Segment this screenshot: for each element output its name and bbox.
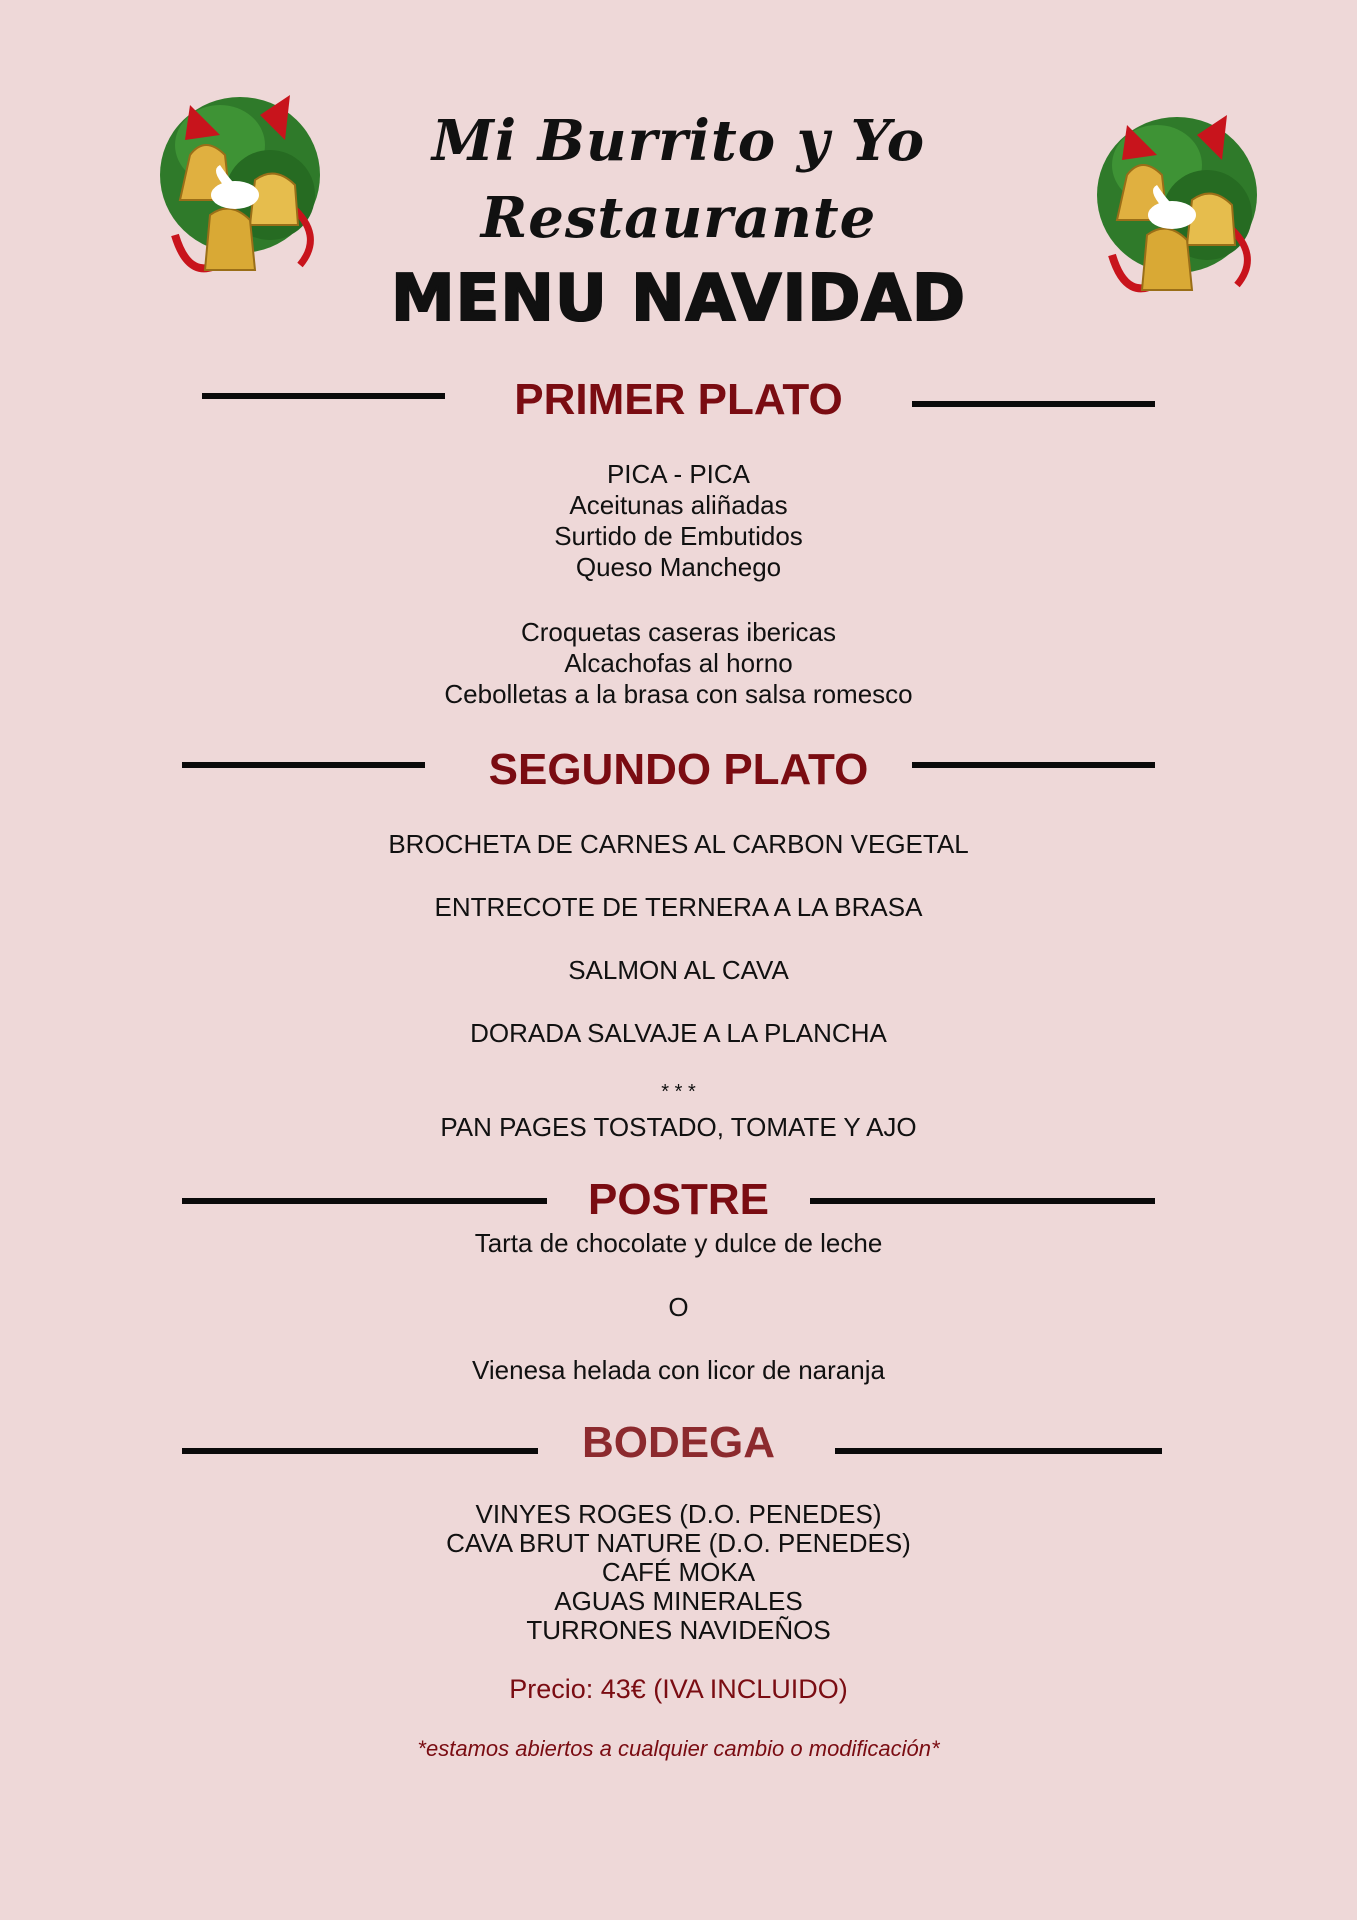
menu-item: Surtido de Embutidos [554,521,803,551]
menu-title: MENU NAVIDAD [390,262,967,336]
section-title-segundo: SEGUNDO PLATO [488,745,869,794]
primer-group-1 [0,459,1357,583]
menu-item: Aceitunas aliñadas [569,490,788,520]
menu-item-or: O [668,1292,689,1322]
restaurant-subtitle: Restaurante [480,185,877,251]
menu-item: PICA - PICA [606,459,751,489]
menu-item: CAVA BRUT NATURE (D.O. PENEDES) [446,1528,911,1558]
menu-item: Croquetas caseras ibericas [520,617,837,647]
separator: * * * [661,1081,696,1103]
menu-item: AGUAS MINERALES [554,1586,803,1616]
menu-item: TURRONES NAVIDEÑOS [526,1615,831,1645]
menu-item: PAN PAGES TOSTADO, TOMATE Y AJO [440,1112,917,1142]
price: Precio: 43€ (IVA INCLUIDO) [509,1674,848,1704]
restaurant-name: Mi Burrito y Yo [431,108,926,174]
footer-note: *estamos abiertos a cualquier cambio o modificación* [417,1736,940,1761]
primer-group-2 [0,617,1357,710]
menu-item: VINYES ROGES (D.O. PENEDES) [475,1499,882,1529]
menu-item: Cebolletas a la brasa con salsa romesco [444,679,913,709]
menu-item: Vienesa helada con licor de naranja [472,1355,885,1385]
section-title-postre: POSTRE [588,1175,769,1224]
menu-item: Tarta de chocolate y dulce de leche [474,1228,883,1258]
menu-item: CAFÉ MOKA [601,1557,756,1587]
menu-item: BROCHETA DE CARNES AL CARBON VEGETAL [388,829,969,859]
bodega-list [0,1500,1357,1645]
section-title-bodega: BODEGA [581,1418,776,1467]
menu-item: DORADA SALVAJE A LA PLANCHA [470,1018,887,1048]
menu-item: SALMON AL CAVA [568,955,789,985]
menu-item: Queso Manchego [575,552,782,582]
menu-item: Alcachofas al horno [564,648,793,678]
section-title-primer: PRIMER PLATO [514,375,843,424]
menu-item: ENTRECOTE DE TERNERA A LA BRASA [434,892,923,922]
